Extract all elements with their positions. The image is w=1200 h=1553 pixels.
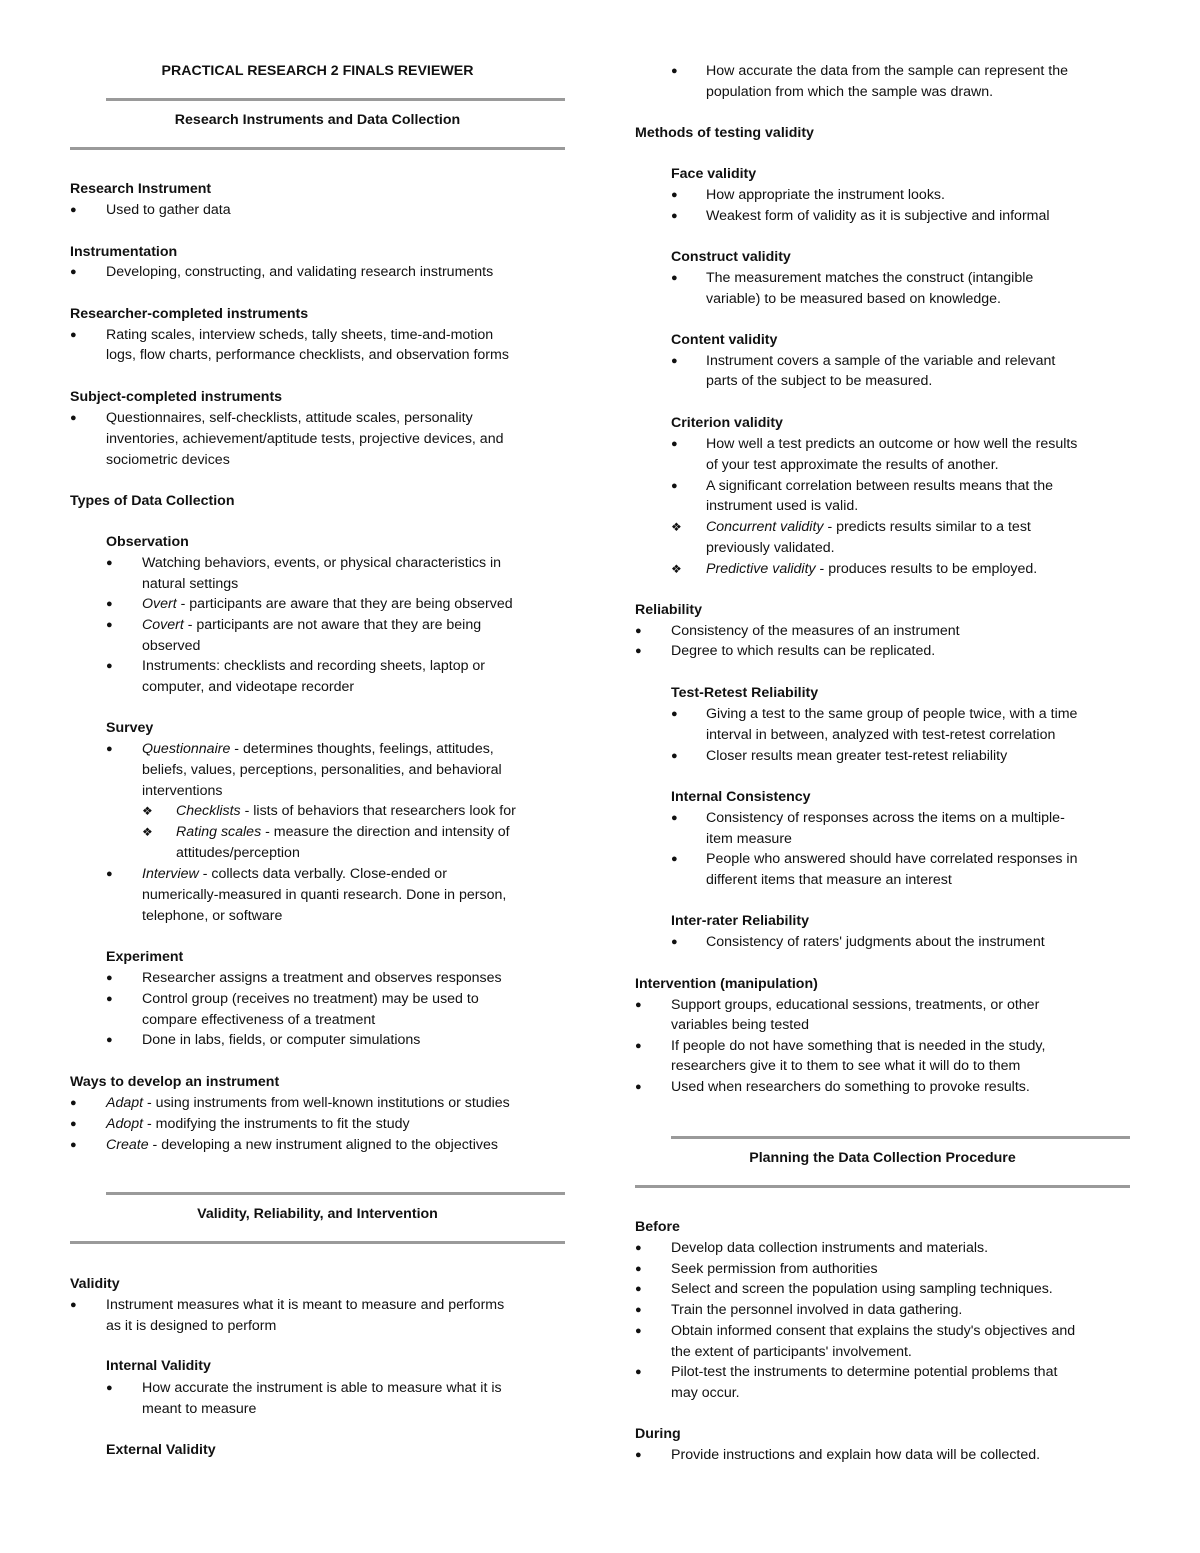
heading-validity: Validity [70,1276,120,1292]
bullet-icon: ● [106,972,113,984]
section-divider [106,98,565,101]
list-item: Seek permission from authorities [671,1261,878,1277]
heading-face-validity: Face validity [671,166,757,182]
bullet-icon: ● [70,1139,77,1151]
list-item: Instruments: checklists and recording sheets, laptop or [142,658,486,674]
heading-survey: Survey [106,720,154,736]
list-item: Overt - participants are aware that they are being observed [142,596,513,612]
bullet-icon: ● [106,660,113,672]
section-divider [70,1241,565,1244]
list-item: Interview - collects data verbally. Close-ended or [142,866,447,882]
list-item: variable) to be measured based on knowledge. [706,291,1001,307]
heading-observation: Observation [106,534,189,550]
heading-types-data-collection: Types of Data Collection [70,493,235,509]
list-item: Instrument measures what it is meant to measure and performs [106,1297,505,1313]
list-item: How accurate the instrument is able to measure what it is [142,1380,502,1396]
bullet-icon: ● [106,557,113,569]
bullet-icon: ● [671,355,678,367]
list-item: Adapt - using instruments from well-known institutions or studies [106,1095,510,1111]
heading-during: During [635,1426,681,1442]
list-item: Consistency of the measures of an instrument [671,623,960,639]
section-title-instruments: Research Instruments and Data Collection [174,112,461,128]
list-item: the extent of participants' involvement. [671,1344,912,1360]
list-item: Control group (receives no treatment) may be used to [142,991,479,1007]
section-divider [106,1192,565,1195]
bullet-icon: ● [70,1299,77,1311]
heading-before: Before [635,1219,680,1235]
list-item: item measure [706,831,792,847]
bullet-icon: ● [106,619,113,631]
list-item: Consistency of responses across the items on a multiple- [706,810,1065,826]
heading-content-validity: Content validity [671,332,778,348]
list-item: Instrument covers a sample of the variable and relevant [706,353,1056,369]
heading-criterion-validity: Criterion validity [671,415,783,431]
bullet-icon: ● [106,1034,113,1046]
list-item: previously validated. [706,540,835,556]
heading-researcher-completed: Researcher-completed instruments [70,306,309,322]
list-item: How appropriate the instrument looks. [706,187,945,203]
diamond-bullet-icon: ❖ [142,825,153,839]
list-item: Watching behaviors, events, or physical characteristics in [142,555,502,571]
list-item: sociometric devices [106,452,230,468]
list-item: Consistency of raters' judgments about the instrument [706,934,1045,950]
list-item: Support groups, educational sessions, treatments, or other [671,997,1040,1013]
list-item: Develop data collection instruments and materials. [671,1240,989,1256]
bullet-icon: ● [671,853,678,865]
list-item: Rating scales, interview scheds, tally sheets, time-and-motion [106,327,494,343]
bullet-icon: ● [635,1263,642,1275]
list-item: Done in labs, fields, or computer simulations [142,1032,421,1048]
list-item: parts of the subject to be measured. [706,373,933,389]
diamond-bullet-icon: ❖ [671,562,682,576]
bullet-icon: ● [106,743,113,755]
list-item: as it is designed to perform [106,1318,277,1334]
bullet-icon: ● [106,598,113,610]
bullet-icon: ● [106,993,113,1005]
list-item: natural settings [142,576,239,592]
list-item: interventions [142,783,223,799]
heading-external-validity: External Validity [106,1442,216,1458]
list-item: Concurrent validity - predicts results similar to a test [706,519,1031,535]
list-item: Covert - participants are not aware that they are being [142,617,482,633]
list-item: of your test approximate the results of another. [706,457,999,473]
list-item: Provide instructions and explain how data will be collected. [671,1447,1041,1463]
list-item: population from which the sample was drawn. [706,84,994,100]
list-item: inventories, achievement/aptitude tests, projective devices, and [106,431,504,447]
bullet-icon: ● [671,936,678,948]
diamond-bullet-icon: ❖ [671,520,682,534]
bullet-icon: ● [70,266,77,278]
list-item: numerically-measured in quanti research. Done in person, [142,887,507,903]
list-item: Obtain informed consent that explains the study's objectives and [671,1323,1076,1339]
list-item: Used to gather data [106,202,231,218]
bullet-icon: ● [635,1366,642,1378]
heading-inter-rater: Inter-rater Reliability [671,913,809,929]
bullet-icon: ● [671,272,678,284]
bullet-icon: ● [635,1325,642,1337]
list-item: different items that measure an interest [706,872,952,888]
list-item: Closer results mean greater test-retest reliability [706,748,1008,764]
bullet-icon: ● [671,708,678,720]
list-item: Train the personnel involved in data gathering. [671,1302,963,1318]
list-item: researchers give it to them to see what it will do to them [671,1058,1021,1074]
bullet-icon: ● [671,480,678,492]
list-item: may occur. [671,1385,740,1401]
bullet-icon: ● [70,329,77,341]
heading-ways-develop: Ways to develop an instrument [70,1074,280,1090]
heading-subject-completed: Subject-completed instruments [70,389,283,405]
heading-internal-validity: Internal Validity [106,1358,211,1374]
heading-instrumentation: Instrumentation [70,244,178,260]
bullet-icon: ● [70,1118,77,1130]
list-item: Giving a test to the same group of people twice, with a time [706,706,1078,722]
bullet-icon: ● [635,1283,642,1295]
list-item: Adopt - modifying the instruments to fit the study [106,1116,410,1132]
bullet-icon: ● [635,1242,642,1254]
list-item: Used when researchers do something to provoke results. [671,1079,1030,1095]
bullet-icon: ● [635,1081,642,1093]
bullet-icon: ● [635,999,642,1011]
list-item: computer, and videotape recorder [142,679,355,695]
section-divider [671,1136,1130,1139]
bullet-icon: ● [671,189,678,201]
bullet-icon: ● [671,210,678,222]
list-item: observed [142,638,201,654]
bullet-icon: ● [635,1040,642,1052]
diamond-bullet-icon: ❖ [142,804,153,818]
list-item: beliefs, values, perceptions, personalities, and behavioral [142,762,502,778]
bullet-icon: ● [635,1304,642,1316]
list-item: Questionnaires, self-checklists, attitude scales, personality [106,410,473,426]
bullet-icon: ● [635,625,642,637]
list-item: variables being tested [671,1017,810,1033]
heading-experiment: Experiment [106,949,184,965]
section-title-validity: Validity, Reliability, and Intervention [197,1206,438,1222]
list-item: The measurement matches the construct (intangible [706,270,1034,286]
list-item: Pilot-test the instruments to determine potential problems that [671,1364,1058,1380]
list-item: instrument used is valid. [706,498,859,514]
bullet-icon: ● [635,645,642,657]
list-item: Questionnaire - determines thoughts, feelings, attitudes, [142,741,494,757]
list-item: Rating scales - measure the direction and intensity of [176,824,510,840]
heading-research-instrument: Research Instrument [70,181,212,197]
list-item: Researcher assigns a treatment and observes responses [142,970,502,986]
list-item: Predictive validity - produces results to be employed. [706,561,1038,577]
list-item: People who answered should have correlated responses in [706,851,1078,867]
bullet-icon: ● [671,65,678,77]
list-item: Weakest form of validity as it is subjective and informal [706,208,1050,224]
bullet-icon: ● [106,868,113,880]
section-title-planning: Planning the Data Collection Procedure [749,1150,1016,1166]
bullet-icon: ● [635,1449,642,1461]
list-item: Checklists - lists of behaviors that researchers look for [176,803,516,819]
list-item: Select and screen the population using sampling techniques. [671,1281,1053,1297]
list-item: interval in between, analyzed with test-retest correlation [706,727,1056,743]
bullet-icon: ● [671,812,678,824]
list-item: Developing, constructing, and validating research instruments [106,264,494,280]
bullet-icon: ● [70,1097,77,1109]
bullet-icon: ● [70,204,77,216]
list-item: logs, flow charts, performance checklists, and observation forms [106,347,509,363]
heading-intervention: Intervention (manipulation) [635,976,818,992]
list-item: Create - developing a new instrument aligned to the objectives [106,1137,498,1153]
heading-internal-consistency: Internal Consistency [671,789,811,805]
section-divider [70,147,565,150]
section-divider [635,1185,1130,1188]
heading-construct-validity: Construct validity [671,249,791,265]
document-title: PRACTICAL RESEARCH 2 FINALS REVIEWER [161,63,474,79]
bullet-icon: ● [106,1382,113,1394]
list-item: attitudes/perception [176,845,300,861]
list-item: A significant correlation between results means that the [706,478,1053,494]
heading-reliability: Reliability [635,602,703,618]
heading-methods-testing-validity: Methods of testing validity [635,125,814,141]
heading-test-retest: Test-Retest Reliability [671,685,819,701]
list-item: telephone, or software [142,908,283,924]
list-item: Degree to which results can be replicated. [671,643,936,659]
list-item: If people do not have something that is needed in the study, [671,1038,1046,1054]
list-item: meant to measure [142,1401,257,1417]
list-item: How accurate the data from the sample can represent the [706,63,1068,79]
bullet-icon: ● [70,412,77,424]
bullet-icon: ● [671,438,678,450]
list-item: How well a test predicts an outcome or how well the results [706,436,1078,452]
bullet-icon: ● [671,750,678,762]
list-item: compare effectiveness of a treatment [142,1012,376,1028]
